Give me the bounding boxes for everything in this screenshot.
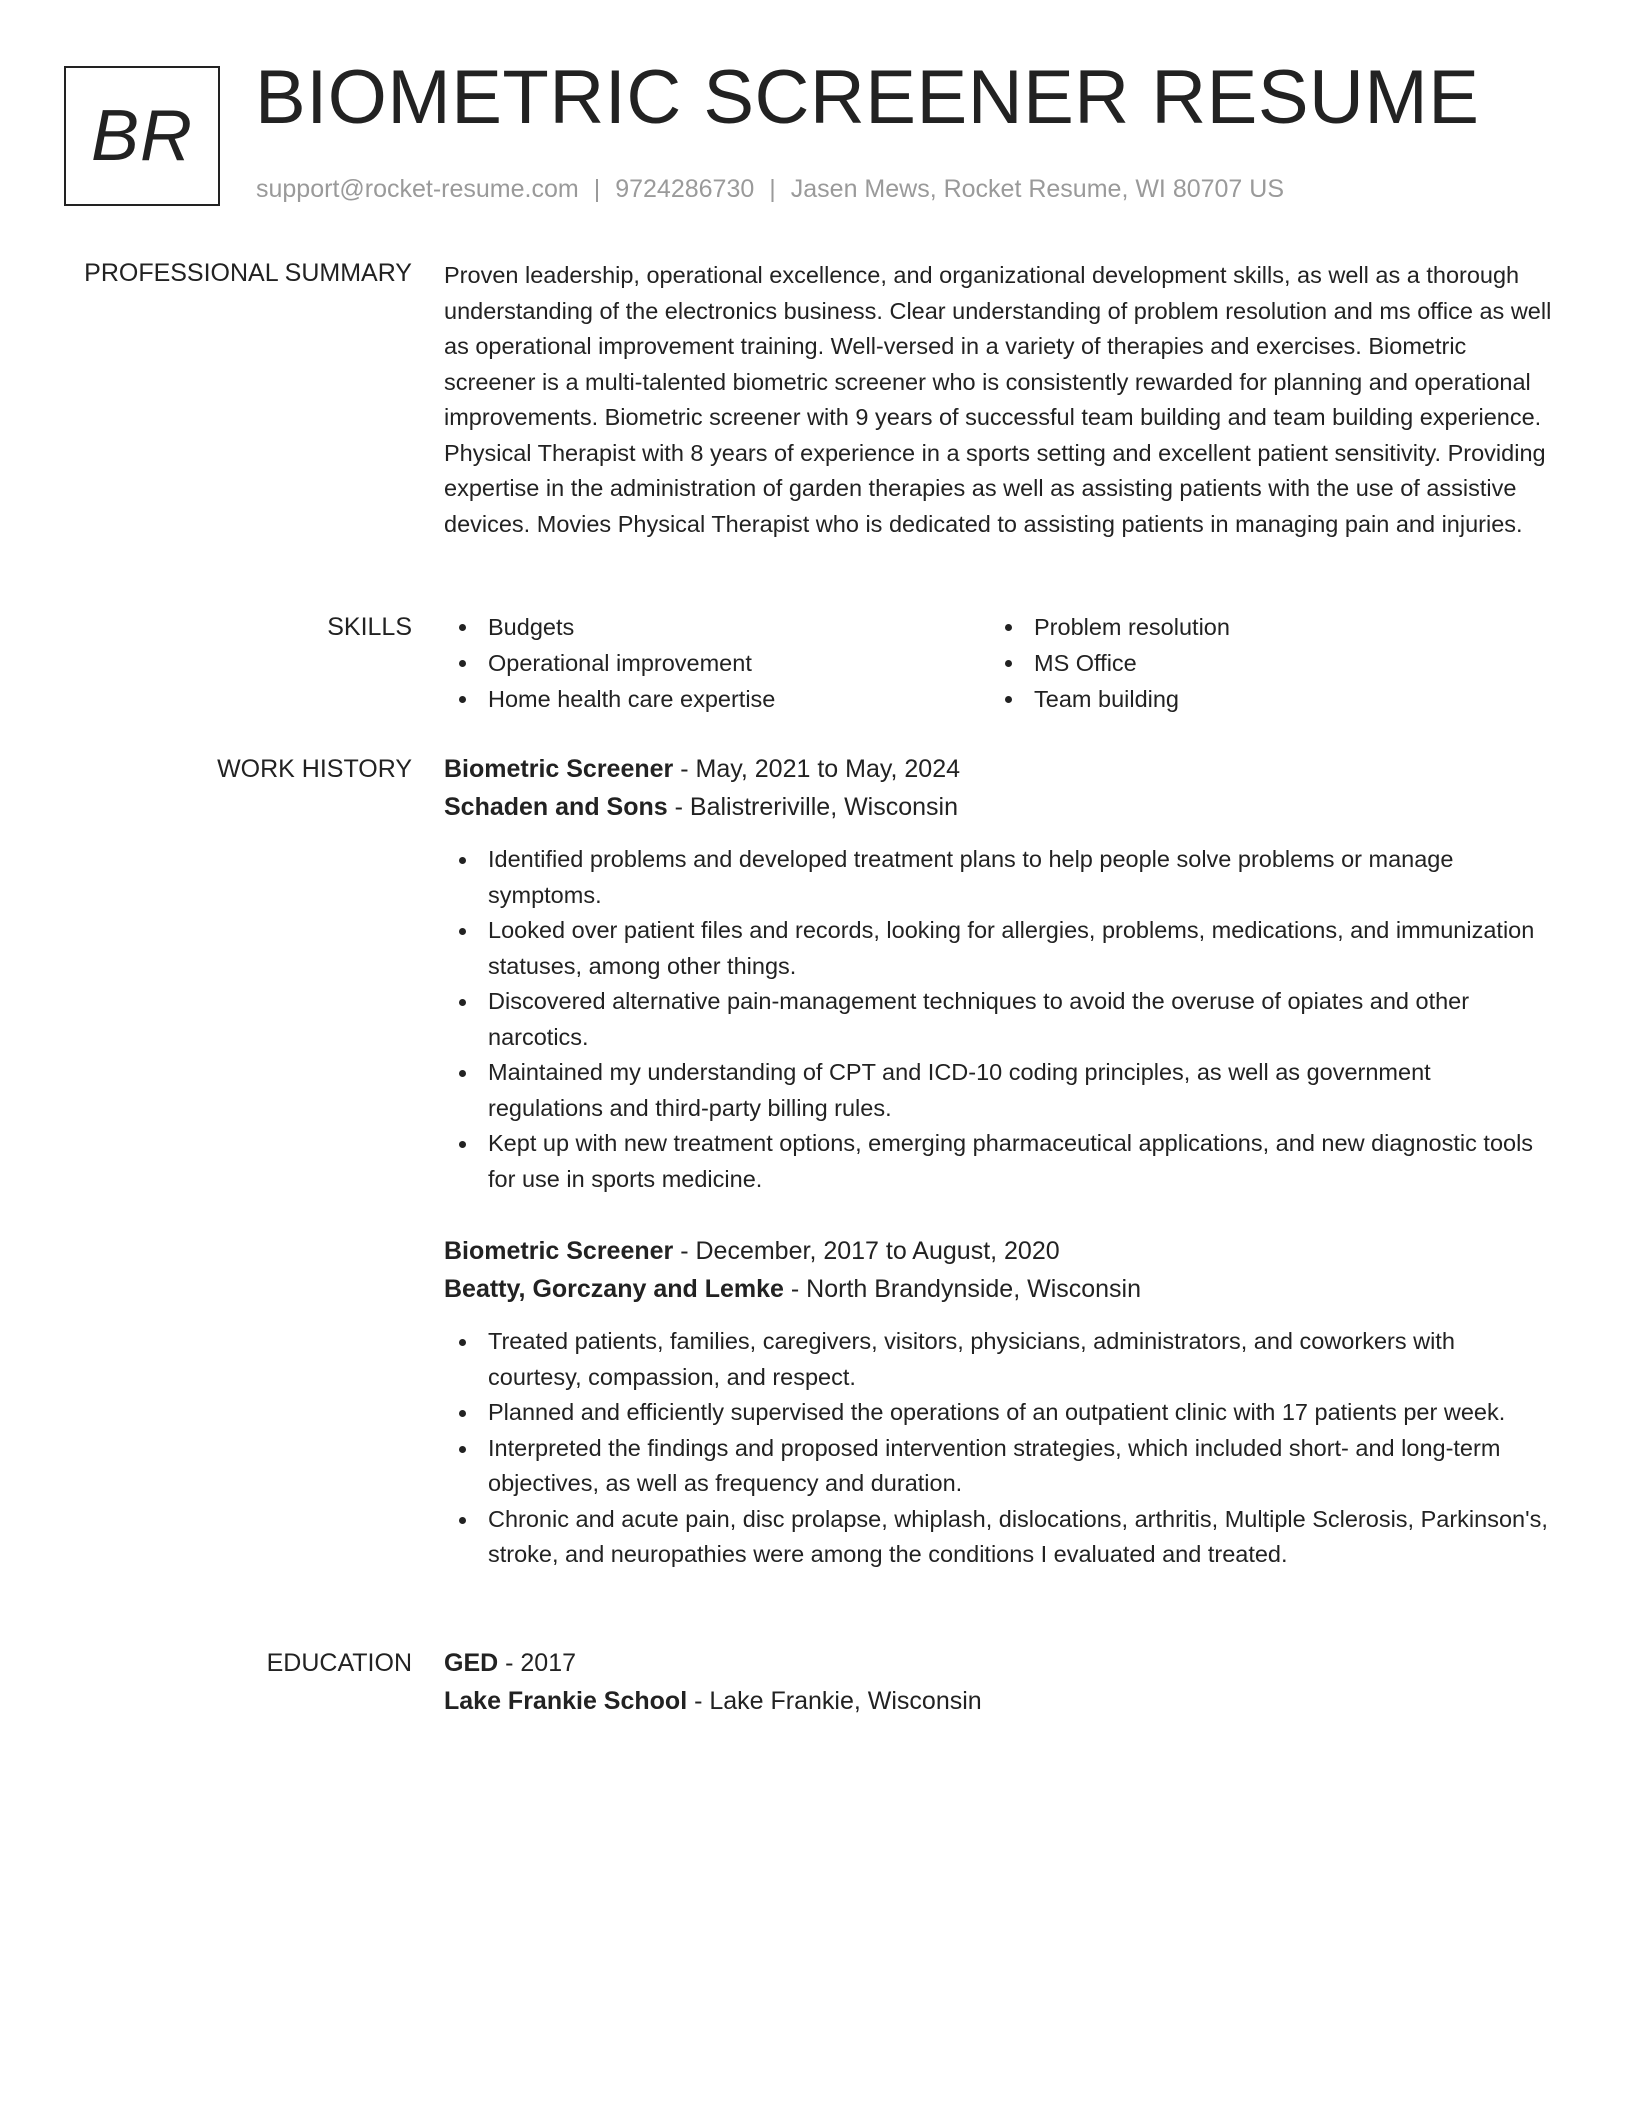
job-dates: - December, 2017 to August, 2020 (673, 1237, 1060, 1265)
skill-label: Budgets (488, 614, 575, 640)
skills-grid (444, 609, 1552, 717)
skill-label: Home health care expertise (488, 686, 776, 712)
job-bullet-text: Discovered alternative pain-management techniques to avoid the overuse of opiates and other narcotics. (488, 988, 1470, 1050)
skill-label: Problem resolution (1034, 614, 1230, 640)
bullet-icon (459, 1517, 466, 1524)
summary-heading: PROFESSIONAL SUMMARY (84, 259, 412, 287)
monogram-initials: BR (90, 96, 194, 176)
job-company: Beatty, Gorczany and Lemke (444, 1275, 784, 1303)
job-bullet-text: Interpreted the findings and proposed intervention strategies, which included short- and long-term objectives, as well as frequency and duration. (488, 1434, 1501, 1496)
bullet-icon (1005, 624, 1012, 631)
bullet-icon (1005, 696, 1012, 703)
job-title-line (444, 750, 1552, 788)
job-bullet (444, 842, 1552, 913)
bullet-icon (1005, 660, 1012, 667)
contact-email[interactable]: support@rocket-resume.com (256, 175, 579, 203)
job-entry (444, 750, 1552, 1197)
job-entry (444, 1232, 1552, 1573)
skill-item (444, 609, 990, 645)
job-bullet (444, 1502, 1552, 1573)
job-bullet (444, 1431, 1552, 1502)
job-bullet (444, 1126, 1552, 1197)
bullet-icon (459, 1070, 466, 1077)
education-heading: EDUCATION (266, 1649, 412, 1677)
skill-label: MS Office (1034, 650, 1137, 676)
job-company-line (444, 1270, 1552, 1308)
job-location: - Balistreriville, Wisconsin (667, 793, 959, 821)
bullet-icon (459, 928, 466, 935)
bullet-icon (459, 624, 466, 631)
job-bullet (444, 1055, 1552, 1126)
job-bullet-text: Kept up with new treatment options, emerging pharmaceutical applications, and new diagnostic tools for use in sports medicine. (488, 1130, 1534, 1192)
resume-title: BIOMETRIC SCREENER RESUME (255, 55, 1480, 140)
job-bullet-text: Looked over patient files and records, looking for allergies, problems, medications, and immunization statuses, among other things. (488, 917, 1535, 979)
monogram-box (64, 66, 220, 206)
skills-body (444, 609, 1552, 717)
job-dates: - May, 2021 to May, 2024 (673, 755, 960, 783)
job-company: Schaden and Sons (444, 793, 668, 821)
bullet-icon (459, 1339, 466, 1346)
education-year: - 2017 (498, 1649, 577, 1677)
job-location: - North Brandynside, Wisconsin (783, 1275, 1142, 1303)
contact-line (256, 174, 1284, 204)
summary-text: Proven leadership, operational excellence, and organizational development skills, as well as a thorough understanding of the electronics business. Clear understanding of problem resolution and ms office as well as operational improvement training. Well-versed in a variety of therapies and exercises. Biometric screener is a multi-talented biometric screener who is consistently rewarded for planning and operational improvements. Biometric screener with 9 years of successful team building and team building experience. Physical Therapist with 8 years of experience in a sports setting and excellent patient sensitivity. Providing expertise in the administration of garden therapies as well as assisting patients with the use of assistive devices. Movies Physical Therapist who is dedicated to assisting patients in managing pain and injuries. (444, 262, 1552, 537)
skill-item (444, 681, 990, 717)
job-bullets (444, 1324, 1552, 1573)
education-school-line (444, 1682, 1552, 1720)
job-bullets (444, 842, 1552, 1197)
job-bullet (444, 913, 1552, 984)
bullet-icon (459, 696, 466, 703)
skill-label: Team building (1034, 686, 1180, 712)
skill-item (444, 645, 990, 681)
job-bullet-text: Chronic and acute pain, disc prolapse, whiplash, dislocations, arthritis, Multiple Sclerosis, Parkinson's, stroke, and neuropathies were among the conditions I evaluated and treated. (488, 1505, 1548, 1567)
job-bullet (444, 984, 1552, 1055)
bullet-icon (459, 999, 466, 1006)
education-school: Lake Frankie School (444, 1687, 688, 1715)
bullet-icon (459, 660, 466, 667)
contact-address: Jasen Mews, Rocket Resume, WI 80707 US (790, 175, 1285, 203)
work-history-heading: WORK HISTORY (217, 755, 412, 783)
job-title: Biometric Screener (444, 1237, 674, 1265)
contact-separator: | (769, 175, 776, 203)
skill-item (990, 609, 1536, 645)
job-title: Biometric Screener (444, 755, 674, 783)
bullet-icon (459, 1446, 466, 1453)
skills-column-right (990, 609, 1536, 717)
skill-item (990, 645, 1536, 681)
job-bullet (444, 1324, 1552, 1395)
job-bullet-text: Maintained my understanding of CPT and ICD-10 coding principles, as well as government regulations and third-party billing rules. (488, 1059, 1431, 1121)
education-degree: GED (444, 1649, 499, 1677)
skills-column-left (444, 609, 990, 717)
job-title-line (444, 1232, 1552, 1270)
summary-body (444, 258, 1552, 542)
job-bullet (444, 1395, 1552, 1431)
bullet-icon (459, 1141, 466, 1148)
skill-item (990, 681, 1536, 717)
education-degree-line (444, 1644, 1552, 1682)
job-bullet-text: Identified problems and developed treatment plans to help people solve problems or manage symptoms. (488, 846, 1454, 908)
skills-heading: SKILLS (327, 613, 412, 641)
job-bullet-text: Planned and efficiently supervised the operations of an outpatient clinic with 17 patients per week. (488, 1399, 1506, 1425)
education-location: - Lake Frankie, Wisconsin (687, 1687, 982, 1715)
bullet-icon (459, 857, 466, 864)
education-body (444, 1644, 1552, 1720)
contact-separator: | (593, 175, 601, 203)
contact-phone[interactable]: 9724286730 (615, 175, 755, 203)
skill-label: Operational improvement (488, 650, 752, 676)
job-bullet-text: Treated patients, families, caregivers, visitors, physicians, administrators, and coworkers with courtesy, compassion, and respect. (488, 1328, 1455, 1390)
job-company-line (444, 788, 1552, 826)
bullet-icon (459, 1410, 466, 1417)
